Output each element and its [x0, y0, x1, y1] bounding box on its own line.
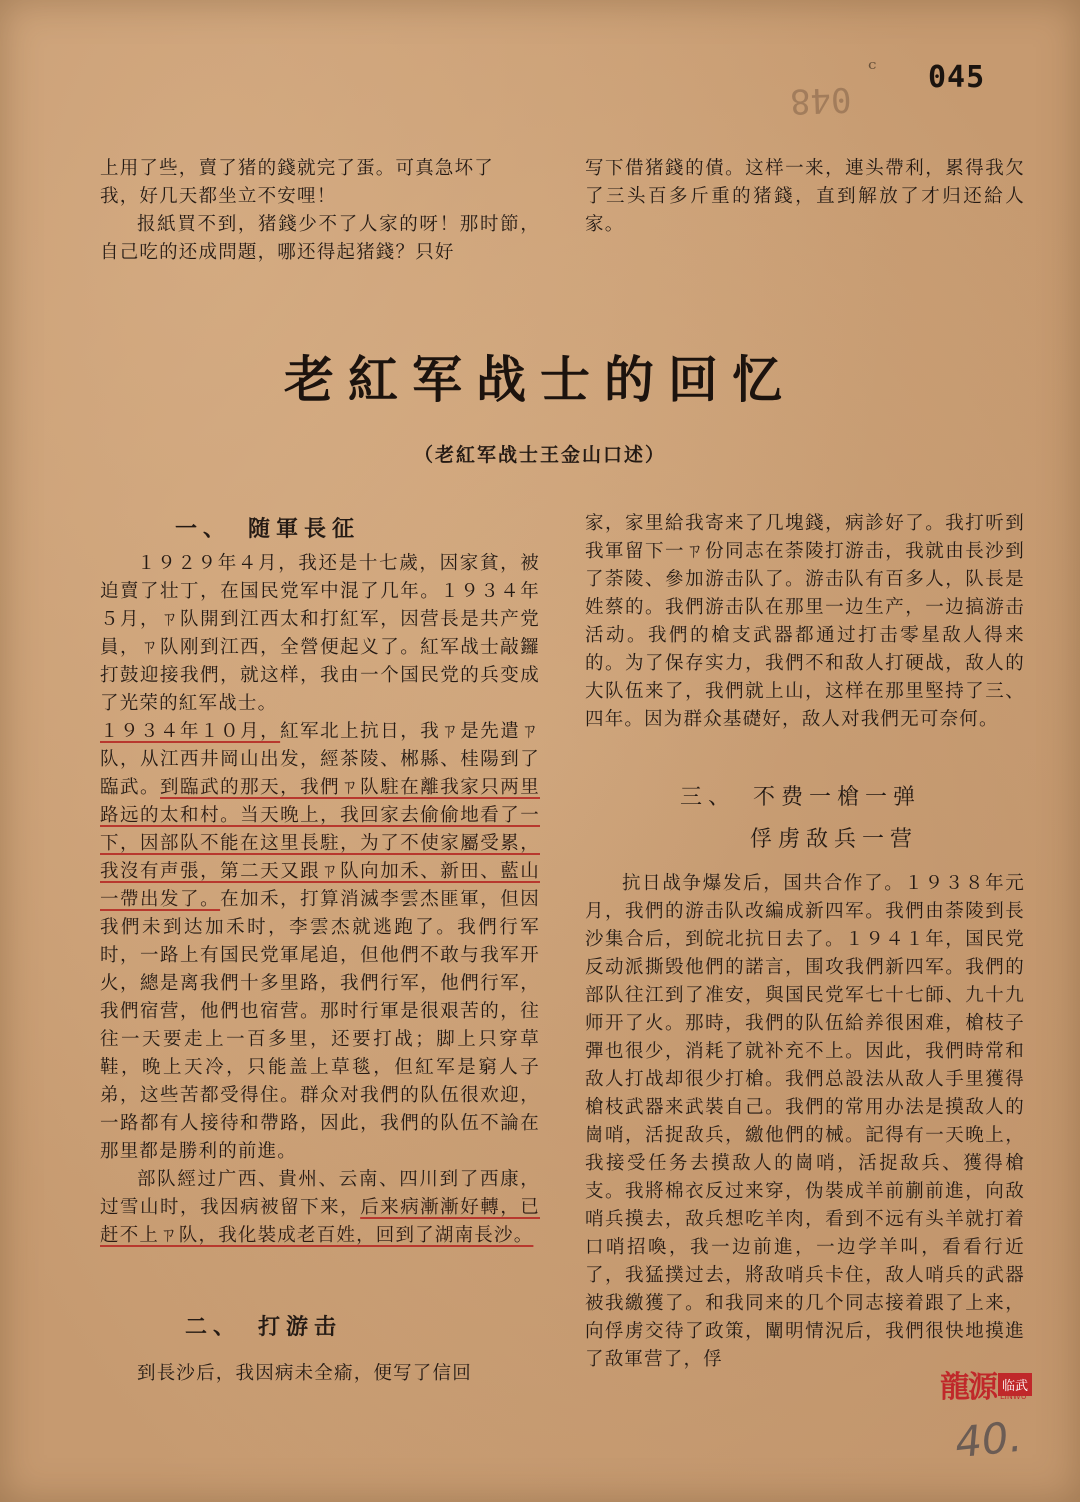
page-stamp-number: 045 — [928, 60, 986, 95]
section-3-heading: 三、 不费一槍一弹 — [680, 785, 922, 810]
handwritten-page-number: 40. — [952, 1411, 1025, 1468]
section-2-paragraph-cont: 家，家里給我寄来了几塊錢，病診好了。我打听到我軍留下一ㄗ份同志在荼陵打游击，我就由長沙到了荼陵、參加游击队了。游击队有百多人，队長是姓蔡的。我們游击队在那里一边生产，一边搞游击活动。我們的槍支武器都通过打击零星敌人得来的。为了保存实力，我們不和敌人打硬战，敌人的大队伍来了，我們就上山，这样在那里堅持了三、四年。因为群众基礎好，敌人对我們无可奈何。 — [585, 513, 1025, 730]
section-2-paragraph-start: 到長沙后，我因病未全瘉，便写了信回 — [137, 1363, 472, 1384]
faded-stamp-number: 048 — [789, 78, 853, 122]
section-3-body — [585, 870, 1025, 1374]
top-right-paragraph: 写下借猪錢的債。这样一来，連头帶利，累得我欠了三头百多斤重的猪錢，直到解放了才归还給人家。 — [585, 158, 1025, 235]
top-left-paragraph-2: 报紙買不到，猪錢少不了人家的呀！那时節，自己吃的还成問題，哪还得起猪錢？只好 — [100, 214, 540, 263]
section-2-body-left — [100, 1360, 540, 1388]
top-left-line-1: 上用了些，賣了猪的錢就完了蛋。可真急坏了 — [100, 158, 495, 179]
top-left-column — [100, 155, 540, 267]
section-2-body-right — [585, 510, 1025, 734]
highlight-linwu-visit: 到臨武的那天，我們ㄗ队駐在離我家只两里路远的太和村。当天晚上，我回家去偷偷地看了一下，因部队不能在这里長駐，为了不使家屬受累，我沒有声張，第二天又跟ㄗ队向加禾、新田、藍山一帶出发了。 — [100, 777, 540, 910]
section-1-paragraph-2 — [100, 718, 540, 1166]
section-1-paragraph-2b: 在加禾，打算消滅李雲杰匪軍，但因我們未到达加禾时，李雲杰就逃跑了。我們行军时，一路上有国民党軍尾追，但他們不敢与我军开火，總是离我們十多里路，我們行军，他們行军，我們宿营，他們也宿营。那时行軍是很艰苦的，往往一天要走上一百多里，还要打战；脚上只穿草鞋，晚上天冷，只能盖上草毯，但紅军是窮人子弟，这些苦都受得住。群众对我們的队伍很欢迎，一路都有人接待和帶路，因此，我們的队伍不論在那里都是勝利的前進。 — [100, 889, 541, 1162]
section-2-heading: 二、 打游击 — [185, 1314, 343, 1340]
section-1-paragraph-1: １９２９年４月，我还是十七歲，因家貧，被迫賣了壮丁，在国民党军中混了几年。１９３４年５月，ㄗ队開到江西太和打紅军，因营長是共产党員，ㄗ队刚到江西，全營便起义了。紅军战士敲鑼打鼓迎接我們，就这样，我由一个国民党的兵变成了光荣的紅军战士。 — [100, 553, 540, 714]
highlight-date: １９３４年１０月， — [100, 721, 281, 742]
section-3-paragraph-1: 抗日战争爆发后，国共合作了。１９３８年元月，我們的游击队改編成新四军。我們由荼陵到長沙集合后，到皖北抗日去了。１９４１年，国民党反动派撕毁他們的諾言，围攻我們新四军。我們的部队往江到了准安，與国民党军七十七師、九十九师开了火。那時，我們的队伍給养很困难，槍枝子彈也很少，消耗了就补充不上。因此，我們時常和敌人打战却很少打槍。我們总設法从敌人手里獲得槍枝武器来武裝自己。我們的常用办法是摸敌人的崗哨，活捉敌兵，繳他們的械。記得有一天晚上，我接受任务去摸敌人的崗哨，活捉敌兵、獲得槍支。我將棉衣反过来穿，伪裝成羊前蒯前進，向敌哨兵摸去，敌兵想吃羊肉，看到不远有头羊就打着口哨招喚，我一边前進，一边学羊叫，看看行近了，我猛撲过去，將敌哨兵卡住，敌人哨兵的武器被我繳獲了。和我同来的几个同志接着跟了上来，向俘虏交待了政策，闡明情況后，我們很快地摸進了敌軍营了，俘 — [585, 873, 1025, 1370]
top-right-column — [585, 155, 1025, 239]
pencil-tick-mark: ᶜ — [868, 55, 877, 83]
section-1-paragraph-2a: 紅军北上抗日，我ㄗ是先遣ㄗ队，从江西井岡山出发，經茶陵、郴縣、桂陽到了臨武。 — [100, 721, 540, 798]
watermark-logo-text: 龍源 — [940, 1370, 996, 1405]
article-title: 老紅军战士的回忆 — [284, 350, 796, 409]
section-1-heading: 一、 随軍長征 — [175, 516, 361, 542]
section-1-body — [100, 550, 540, 1250]
watermark-logo — [940, 1362, 1032, 1406]
highlight-return-changsha: 后来病漸漸好轉，已赶不上ㄗ队，我化裝成老百姓，回到了湖南長沙。 — [100, 1197, 540, 1246]
section-3-subheading: 俘虏敌兵一营 — [750, 827, 919, 852]
top-left-line-2: 我，好几天都坐立不安哩！ — [100, 186, 337, 207]
watermark-tag: 临武 — [998, 1373, 1032, 1396]
watermark-subtext: LINWU — [1000, 1392, 1027, 1401]
section-1-paragraph-3a: 部队經过广西、貴州、云南、四川到了西康，过雪山时，我因病被留下来， — [100, 1169, 540, 1218]
section-1-paragraph-3 — [100, 1166, 540, 1250]
article-subtitle: （老紅军战士王金山口述） — [413, 444, 666, 466]
